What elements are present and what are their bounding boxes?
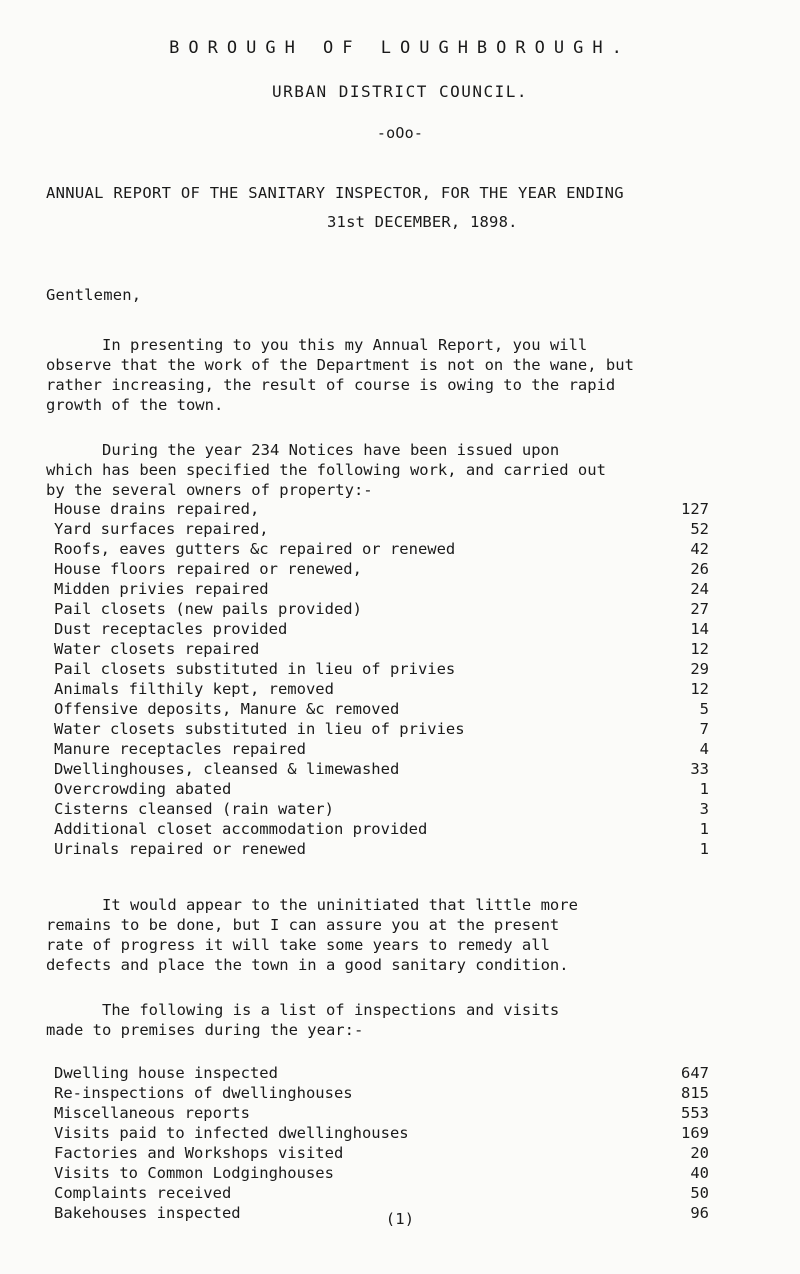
list-item [54,679,709,699]
list-item [54,599,709,619]
list-item [54,1063,709,1083]
item-label: Dwellinghouses, cleansed & limewashed [54,760,400,778]
list-item [54,799,709,819]
intro-paragraph: In presenting to you this my Annual Report, you will observe that the work of the Department is not on the wane, but rather increasing, the result of course is owing to the rapid growth of the town. [46,336,634,414]
item-count: 815 [681,1084,709,1102]
item-label: Pail closets (new pails provided) [54,600,362,618]
separator: -oOo- [376,124,424,142]
list-item [54,659,709,679]
item-count: 5 [699,700,709,718]
list-item [54,1163,709,1183]
item-count: 1 [699,820,709,838]
item-count: 1 [699,780,709,798]
item-label: Cisterns cleansed (rain water) [54,800,334,818]
item-label: Animals filthily kept, removed [54,680,334,698]
item-count: 29 [690,660,709,678]
item-count: 1 [699,840,709,858]
list-item [54,699,709,719]
item-count: 42 [690,540,709,558]
list-item [54,499,709,519]
item-count: 647 [681,1064,709,1082]
list-item [54,719,709,739]
item-label: Visits to Common Lodginghouses [54,1164,334,1182]
item-count: 553 [681,1104,709,1122]
item-count: 52 [690,520,709,538]
item-count: 20 [690,1144,709,1162]
council-heading: URBAN DISTRICT COUNCIL. [271,82,529,101]
item-label: Dwelling house inspected [54,1064,278,1082]
salutation: Gentlemen, [46,286,142,304]
report-title-line2: 31st DECEMBER, 1898. [327,213,518,231]
item-label: House drains repaired, [54,500,260,518]
item-label: Offensive deposits, Manure &c removed [54,700,400,718]
item-count: 12 [690,640,709,658]
item-label: Bakehouses inspected [54,1204,241,1222]
item-count: 50 [690,1184,709,1202]
item-label: Manure receptacles repaired [54,740,306,758]
item-count: 33 [690,760,709,778]
item-label: Dust receptacles provided [54,620,288,638]
item-label: Overcrowding abated [54,780,232,798]
item-count: 169 [681,1124,709,1142]
works-list [54,499,709,859]
item-label: Midden privies repaired [54,580,269,598]
item-label: Water closets repaired [54,640,260,658]
list-item [54,739,709,759]
report-title-line1: ANNUAL REPORT OF THE SANITARY INSPECTOR, FOR THE YEAR ENDING [46,184,624,202]
item-count: 127 [681,500,709,518]
list-item [54,579,709,599]
item-label: Additional closet accommodation provided [54,820,428,838]
item-count: 27 [690,600,709,618]
item-label: Re-inspections of dwellinghouses [54,1084,353,1102]
list-item [54,759,709,779]
list-item [54,1183,709,1203]
item-label: Yard surfaces repaired, [54,520,269,538]
list-item [54,839,709,859]
conclusion-paragraph: It would appear to the uninitiated that little more remains to be done, but I can assure you at the present rate of progress it will take some years to remedy all defects and place the town in a good sanitary condition. [46,896,578,974]
item-label: House floors repaired or renewed, [54,560,362,578]
list-item [54,639,709,659]
item-count: 96 [690,1204,709,1222]
item-label: Pail closets substituted in lieu of privies [54,660,456,678]
item-label: Water closets substituted in lieu of privies [54,720,465,738]
item-label: Factories and Workshops visited [54,1144,344,1162]
list-item [54,1083,709,1103]
item-count: 4 [699,740,709,758]
item-label: Complaints received [54,1184,232,1202]
inspections-intro-paragraph: The following is a list of inspections and visits made to premises during the year:- [46,1001,560,1039]
page-number: (1) [385,1210,415,1228]
inspections-list [54,1063,709,1223]
item-label: Miscellaneous reports [54,1104,250,1122]
item-label: Visits paid to infected dwellinghouses [54,1124,409,1142]
item-count: 40 [690,1164,709,1182]
item-label: Urinals repaired or renewed [54,840,306,858]
borough-heading: BOROUGH OF LOUGHBOROUGH. [169,38,631,58]
list-item [54,779,709,799]
item-count: 7 [699,720,709,738]
item-label: Roofs, eaves gutters &c repaired or renewed [54,540,456,558]
item-count: 26 [690,560,709,578]
item-count: 14 [690,620,709,638]
list-item [54,559,709,579]
list-item [54,1103,709,1123]
list-item [54,819,709,839]
item-count: 24 [690,580,709,598]
list-item [54,519,709,539]
notices-paragraph: During the year 234 Notices have been issued upon which has been specified the following work, and carried out by the several owners of property:- [46,441,606,499]
item-count: 12 [690,680,709,698]
item-count: 3 [699,800,709,818]
list-item [54,539,709,559]
list-item [54,619,709,639]
list-item [54,1123,709,1143]
list-item [54,1143,709,1163]
